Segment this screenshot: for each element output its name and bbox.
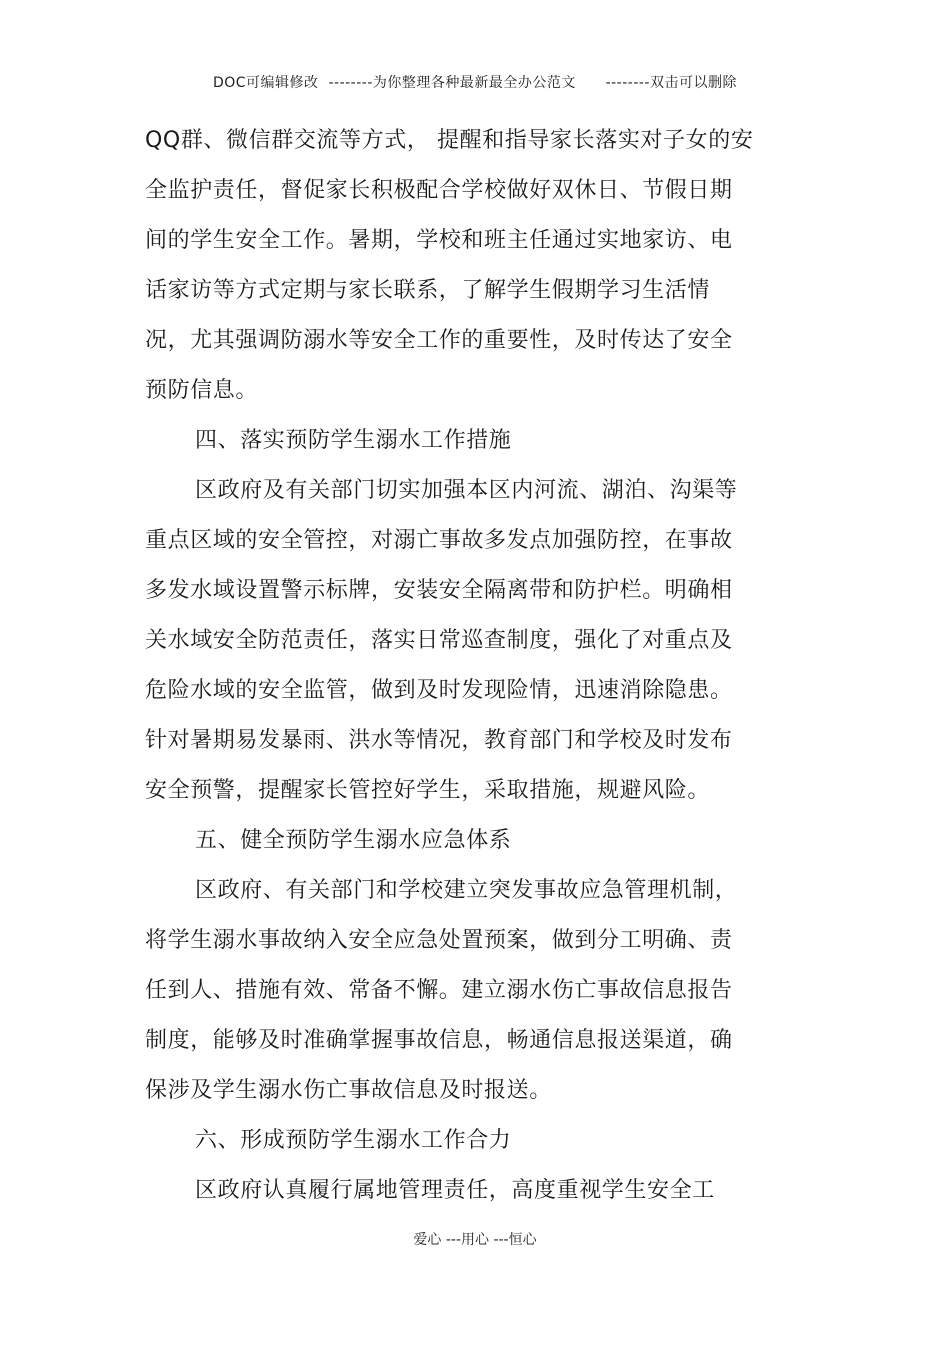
text-line: 安全预警，提醒家长管控好学生，采取措施，规避风险。 [145,778,711,803]
document-body [145,116,785,1216]
text-line: 间的学生安全工作。暑期，学校和班主任通过实地家访、电 [145,228,733,253]
section-heading: 五、健全预防学生溺水应急体系 [195,828,512,853]
section-heading: 六、形成预防学生溺水工作合力 [195,1128,512,1153]
text-line: 区政府认真履行属地管理责任，高度重视学生安全工 [195,1178,715,1203]
text-line: QQ群、微信群交流等方式， 提醒和指导家长落实对子女的安 [145,128,754,153]
text-line: 区政府、有关部门和学校建立突发事故应急管理机制， [195,878,738,903]
page-footer: 爱心 ---用心 ---恒心 [413,1232,537,1248]
text-line: 况，尤其强调防溺水等安全工作的重要性，及时传达了安全 [145,328,733,353]
text-line: 针对暑期易发暴雨、洪水等情况，教育部门和学校及时发布 [145,728,733,753]
text-line: 制度，能够及时准确掌握事故信息，畅通信息报送渠道，确 [145,1028,733,1053]
text-line: 任到人、措施有效、常备不懈。建立溺水伤亡事故信息报告 [145,978,733,1003]
text-line: 危险水域的安全监管，做到及时发现险情，迅速消除隐患。 [145,678,733,703]
text-line: 保涉及学生溺水伤亡事故信息及时报送。 [145,1078,552,1103]
text-line: 预防信息。 [145,378,259,403]
section-heading: 四、落实预防学生溺水工作措施 [195,428,512,453]
text-line: 话家访等方式定期与家长联系，了解学生假期学习生活情 [145,278,711,303]
text-line: 重点区域的安全管控，对溺亡事故多发点加强防控，在事故 [145,528,733,553]
page-header: DOC可编辑修改 --------为你整理各种最新最全办公范文 --------双击可以删除 [212,75,737,91]
text-line: 关水域安全防范责任，落实日常巡查制度，强化了对重点及 [145,628,733,653]
text-line: 多发水域设置警示标牌，安装安全隔离带和防护栏。明确相 [145,578,733,603]
text-line: 将学生溺水事故纳入安全应急处置预案，做到分工明确、责 [145,928,733,953]
text-line: 区政府及有关部门切实加强本区内河流、湖泊、沟渠等 [195,478,738,503]
text-line: 全监护责任，督促家长积极配合学校做好双休日、节假日期 [145,178,733,203]
